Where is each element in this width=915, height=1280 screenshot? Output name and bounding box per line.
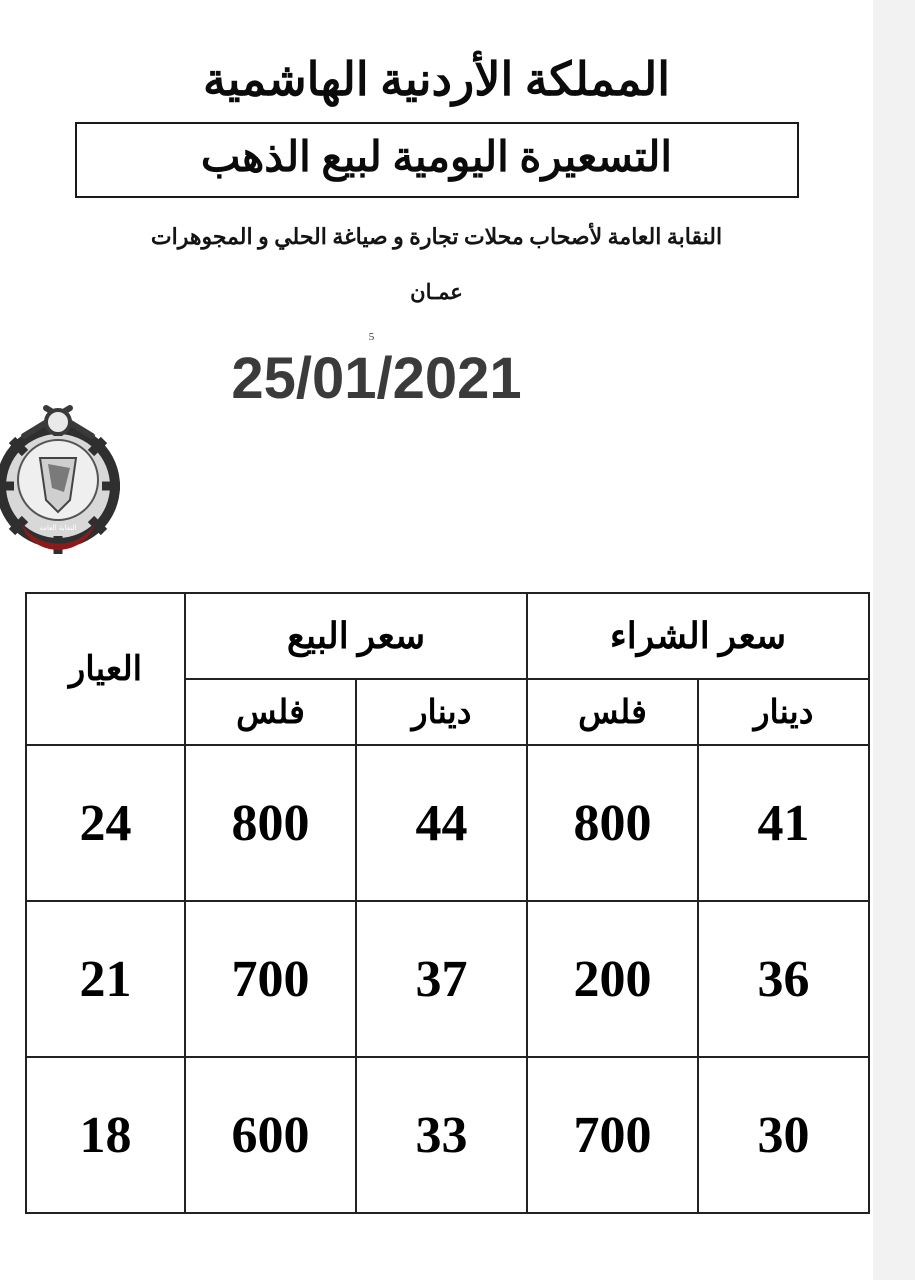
header-buy-price: سعر الشراء — [527, 593, 869, 679]
city-label: عمـان — [410, 280, 463, 304]
main-title-box — [75, 122, 799, 198]
cell-sell-fils: 700 — [185, 901, 356, 1057]
cell-karat: 24 — [26, 745, 185, 901]
page-margin-strip — [872, 0, 915, 1280]
gold-price-table — [25, 592, 870, 1214]
header-buy-fils: فلس — [527, 679, 698, 745]
cell-sell-dinar: 33 — [356, 1057, 527, 1213]
cell-buy-dinar: 36 — [698, 901, 869, 1057]
date-label: 25/01/2021 — [231, 346, 522, 411]
cell-sell-dinar: 44 — [356, 745, 527, 901]
header-buy-dinar: دينار — [698, 679, 869, 745]
tiny-mark: 5 — [368, 331, 375, 343]
header-karat: العيار — [26, 593, 185, 745]
cell-buy-fils: 800 — [527, 745, 698, 901]
table-row — [26, 901, 869, 1057]
jordan-jewellers-union-emblem-icon — [0, 388, 138, 563]
cell-buy-fils: 700 — [527, 1057, 698, 1213]
cell-karat: 21 — [26, 901, 185, 1057]
table-header-group-row — [26, 593, 869, 679]
header-sell-price: سعر البيع — [185, 593, 527, 679]
table-row — [26, 1057, 869, 1213]
table-row — [26, 745, 869, 901]
cell-buy-fils: 200 — [527, 901, 698, 1057]
svg-text:النقابة العامة: النقابة العامة — [39, 524, 77, 532]
cell-sell-fils: 600 — [185, 1057, 356, 1213]
header-sell-fils: فلس — [185, 679, 356, 745]
page-title: التسعيرة اليومية لبيع الذهب — [200, 135, 673, 181]
kingdom-title: المملكة الأردنية الهاشمية — [202, 54, 671, 105]
cell-sell-fils: 800 — [185, 745, 356, 901]
header-sell-dinar: دينار — [356, 679, 527, 745]
cell-karat: 18 — [26, 1057, 185, 1213]
union-subtitle: النقابة العامة لأصحاب محلات تجارة و صياغة الحلي و المجوهرات — [150, 224, 723, 249]
cell-buy-dinar: 41 — [698, 745, 869, 901]
cell-sell-dinar: 37 — [356, 901, 527, 1057]
cell-buy-dinar: 30 — [698, 1057, 869, 1213]
